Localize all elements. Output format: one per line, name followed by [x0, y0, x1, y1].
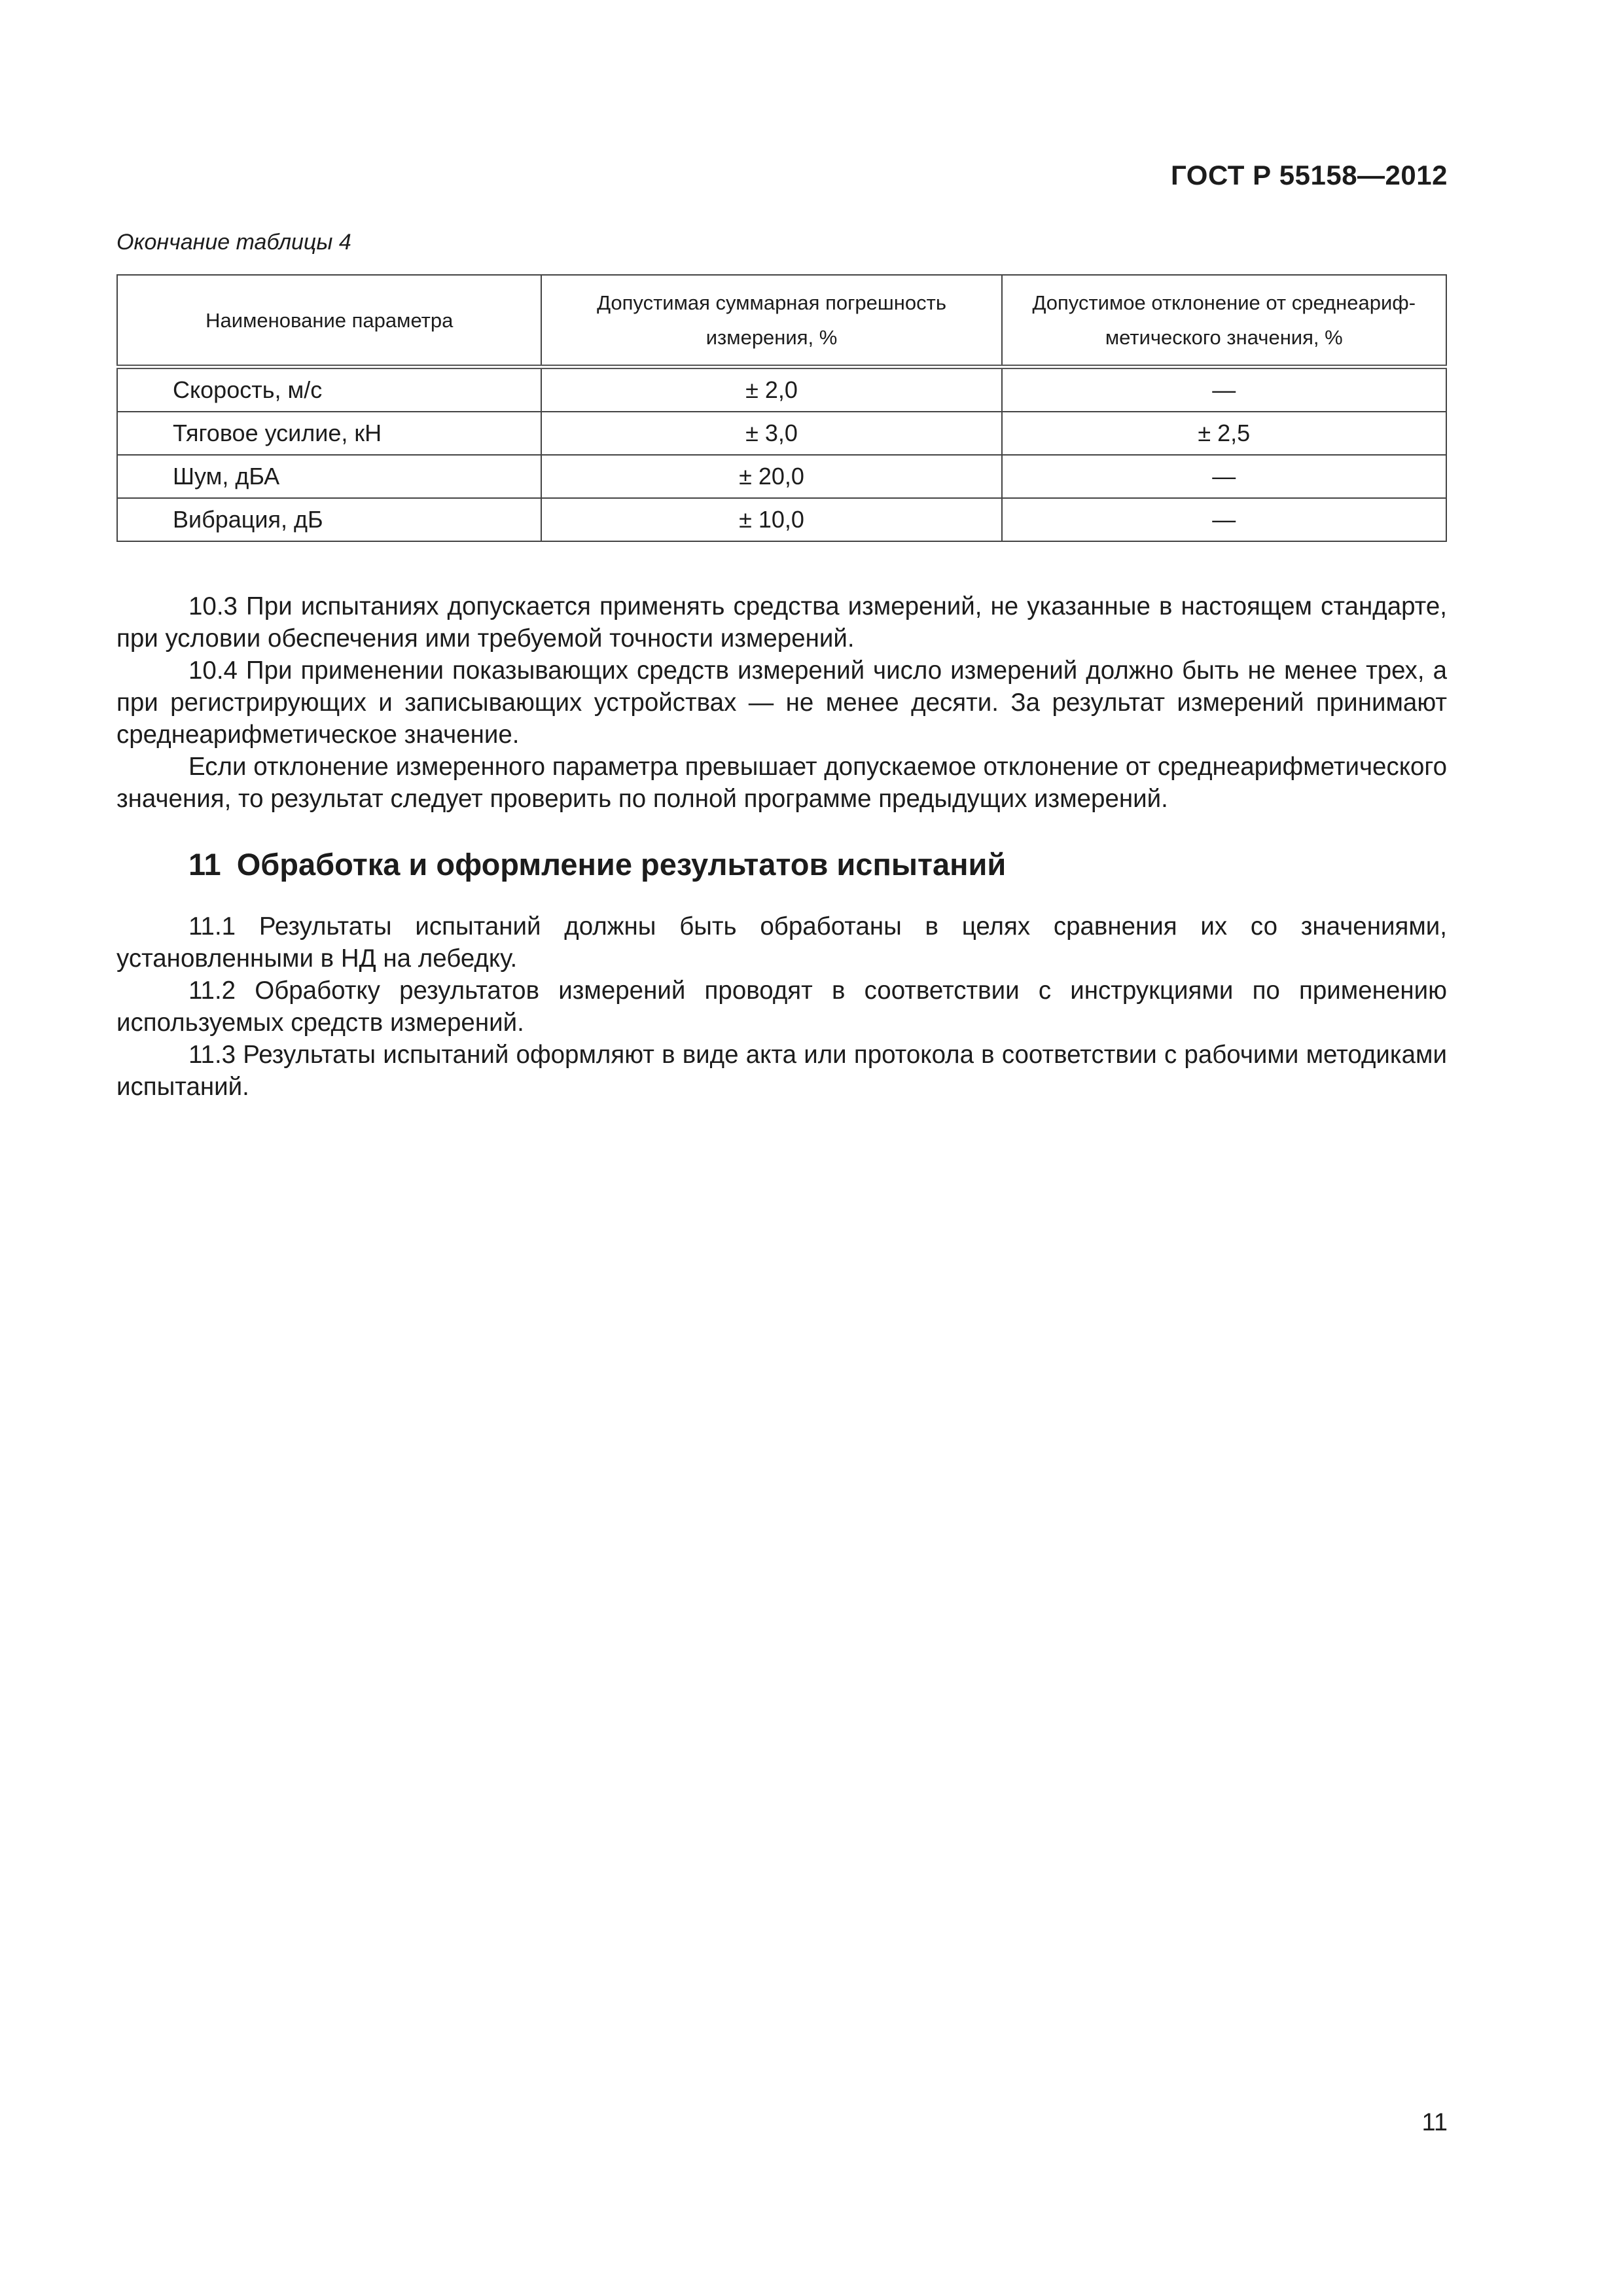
table-row — [117, 498, 1446, 541]
cell-deviation: — — [1002, 498, 1446, 541]
column-header-error: Допустимая суммарная погрешность измерения, % — [541, 275, 1001, 367]
table-caption: Окончание таблицы 4 — [116, 230, 351, 255]
standard-code: ГОСТ Р 55158—2012 — [1171, 160, 1448, 190]
cell-deviation: — — [1002, 455, 1446, 498]
section-number: 11 — [188, 847, 221, 882]
cell-parameter-name: Шум, дБА — [117, 455, 541, 498]
table-row — [117, 367, 1446, 412]
paragraph-11-3: 11.3 Результаты испытаний оформляют в виде акта или протокола в соответствии с рабочими методиками испытаний. — [116, 1041, 1447, 1101]
column-header-parameter: Наименование параметра — [117, 275, 541, 367]
cell-parameter-name: Скорость, м/с — [117, 367, 541, 412]
parameters-table — [116, 274, 1447, 542]
section-10-text — [116, 590, 1447, 815]
paragraph-11-1: 11.1 Результаты испытаний должны быть обработаны в целях сравнения их со значениями, установленными в НД на лебедку. — [116, 912, 1447, 973]
paragraph-10-4-continued: Если отклонение измеренного параметра превышает допускаемое отклонение от среднеарифметического значения, то результат следует проверить по полной программе предыдущих измерений. — [116, 753, 1447, 813]
paragraph-11-2: 11.2 Обработку результатов измерений проводят в соответствии с инструкциями по применению используемых средств измерений. — [116, 977, 1447, 1037]
section-title: Обработка и оформление результатов испытаний — [236, 847, 1007, 882]
cell-error: ± 10,0 — [541, 498, 1001, 541]
paragraph-10-3: 10.3 При испытаниях допускается применять средства измерений, не указанные в настоящем стандарте, при условии обеспечения ими требуемой точности измерений. — [116, 592, 1447, 653]
column-header-deviation: Допустимое отклонение от среднеариф-метического значения, % — [1002, 275, 1446, 367]
section-11-heading — [188, 846, 1006, 882]
table-row — [117, 412, 1446, 455]
table-row — [117, 455, 1446, 498]
cell-error: ± 3,0 — [541, 412, 1001, 455]
cell-error: ± 20,0 — [541, 455, 1001, 498]
cell-deviation: ± 2,5 — [1002, 412, 1446, 455]
table-header-row — [117, 275, 1446, 367]
page-number: 11 — [1421, 2109, 1448, 2136]
cell-parameter-name: Тяговое усилие, кН — [117, 412, 541, 455]
cell-error: ± 2,0 — [541, 367, 1001, 412]
section-11-text — [116, 910, 1447, 1103]
paragraph-10-4: 10.4 При применении показывающих средств измерений число измерений должно быть не менее трех, а при регистрирующих и записывающих устройствах — не менее десяти. За результат измерений принимают среднеарифметическое значение. — [116, 656, 1447, 749]
cell-parameter-name: Вибрация, дБ — [117, 498, 541, 541]
cell-deviation: — — [1002, 367, 1446, 412]
